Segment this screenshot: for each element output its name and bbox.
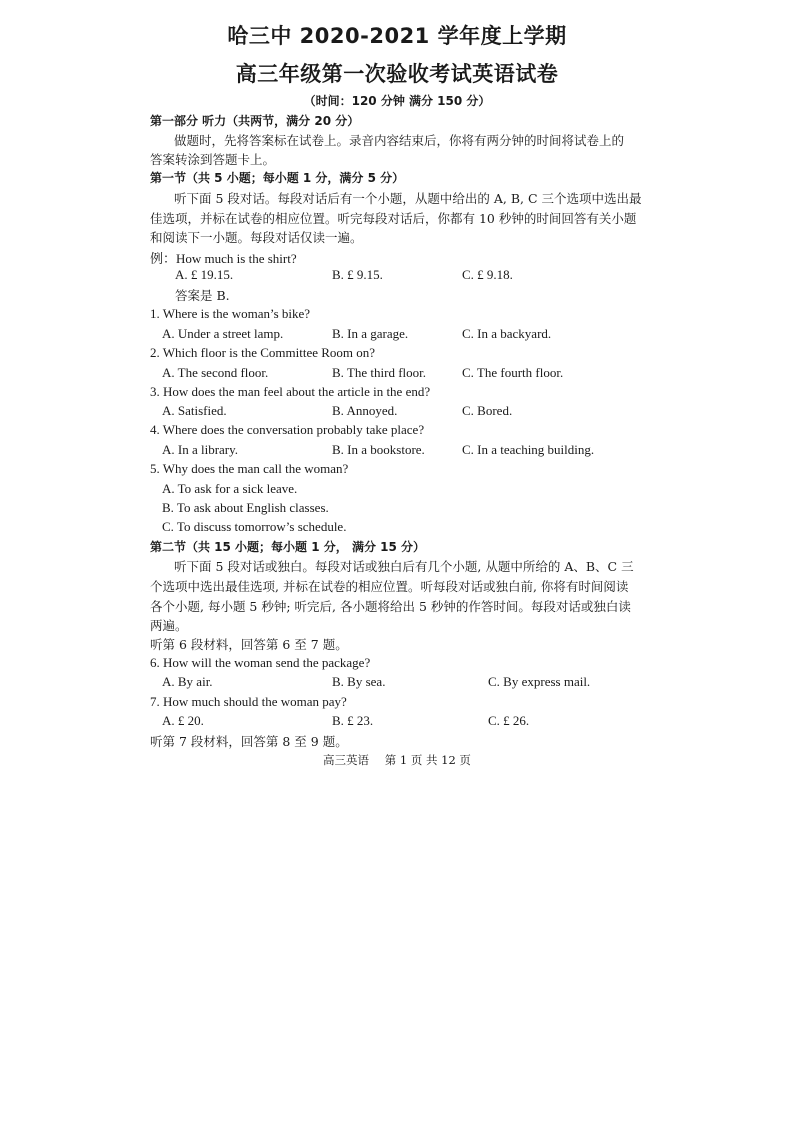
question-6-option-c: C. By express mail. xyxy=(488,674,591,689)
section2-heading: 第二节（共 15 小题；每小题 1 分， 满分 15 分） xyxy=(150,540,425,554)
footer-page-number: 第 1 页 共 12 页 xyxy=(384,753,471,767)
question-5-option-c: C. To discuss tomorrow’s schedule. xyxy=(162,519,347,534)
part1-instruction-line1: 做题时，先将答案标在试卷上。录音内容结束后，你将有两分钟的时间将试卷上的 xyxy=(174,133,625,148)
question-5-option-b: B. To ask about English classes. xyxy=(162,500,329,515)
question-4: 4. Where does the conversation probably take place? xyxy=(150,422,425,437)
time-info: （时间：120 分钟 满分 150 分） xyxy=(303,94,491,108)
school-title: 哈三中 2020-2021 学年度上学期 xyxy=(227,24,567,48)
question-5: 5. Why does the man call the woman? xyxy=(150,461,349,476)
question-7: 7. How much should the woman pay? xyxy=(150,694,347,709)
section1-heading: 第一节（共 5 小题；每小题 1 分，满分 5 分） xyxy=(150,171,405,185)
example-option-b: B. £ 9.15. xyxy=(332,267,383,282)
question-7-option-c: C. £ 26. xyxy=(488,713,530,728)
question-4-option-b: B. In a bookstore. xyxy=(332,442,425,457)
example-option-a: A. £ 19.15. xyxy=(175,267,234,282)
question-4-option-c: C. In a teaching building. xyxy=(462,442,595,457)
question-2-option-a: A. The second floor. xyxy=(162,365,269,380)
question-3-option-a: A. Satisfied. xyxy=(162,403,227,418)
question-6-option-a: A. By air. xyxy=(162,674,213,689)
question-1: 1. Where is the woman’s bike? xyxy=(150,306,311,321)
question-7-option-a: A. £ 20. xyxy=(162,713,204,728)
example-option-c: C. £ 9.18. xyxy=(462,267,513,282)
example-answer: 答案是 B. xyxy=(175,288,230,303)
question-5-option-a: A. To ask for a sick leave. xyxy=(162,481,298,496)
question-1-option-b: B. In a garage. xyxy=(332,326,409,341)
section2-instruction-line2: 个选项中选出最佳选项, 并标在试卷的相应位置。听每段对话或独白前, 你将有时间阅读 xyxy=(150,579,629,594)
section2-instruction-line3: 各个小题, 每小题 5 秒钟; 听完后, 各小题将给出 5 秒钟的作答时间。每段对话或独白读 xyxy=(150,599,631,614)
question-3-option-b: B. Annoyed. xyxy=(332,403,398,418)
question-4-option-a: A. In a library. xyxy=(162,442,239,457)
question-6-option-b: B. By sea. xyxy=(332,674,386,689)
section2-instruction-line4: 两遍。 xyxy=(150,618,188,633)
exam-title: 高三年级第一次验收考试英语试卷 xyxy=(235,62,559,86)
section2-instruction-line1: 听下面 5 段对话或独白。每段对话或独白后有几个小题, 从题中所给的 A、B、C 三 xyxy=(174,559,634,574)
question-6: 6. How will the woman send the package? xyxy=(150,655,371,670)
part1-heading: 第一部分 听力（共两节，满分 20 分） xyxy=(150,114,360,128)
question-1-option-c: C. In a backyard. xyxy=(462,326,552,341)
material-6-intro: 听第 6 段材料，回答第 6 至 7 题。 xyxy=(150,637,348,652)
footer-subject: 高三英语 xyxy=(323,753,370,767)
question-2-option-c: C. The fourth floor. xyxy=(462,365,564,380)
section1-instruction-line3: 和阅读下一小题。每段对话仅读一遍。 xyxy=(150,230,363,245)
question-3-option-c: C. Bored. xyxy=(462,403,513,418)
question-7-option-b: B. £ 23. xyxy=(332,713,374,728)
question-2-option-b: B. The third floor. xyxy=(332,365,427,380)
question-3: 3. How does the man feel about the article in the end? xyxy=(150,384,431,399)
part1-instruction-line2: 答案转涂到答题卡上。 xyxy=(150,152,276,167)
section1-instruction-line1: 听下面 5 段对话。每段对话后有一个小题，从题中给出的 A, B, C 三个选项中选出最 xyxy=(174,191,642,206)
question-1-option-a: A. Under a street lamp. xyxy=(162,326,284,341)
material-7-intro: 听第 7 段材料，回答第 8 至 9 题。 xyxy=(150,734,348,749)
example-question: 例：How much is the shirt? xyxy=(150,251,297,266)
question-2: 2. Which floor is the Committee Room on? xyxy=(150,345,376,360)
page-footer xyxy=(0,752,794,768)
section1-instruction-line2: 佳选项，并标在试卷的相应位置。听完每段对话后，你都有 10 秒钟的时间回答有关小题 xyxy=(150,211,637,226)
